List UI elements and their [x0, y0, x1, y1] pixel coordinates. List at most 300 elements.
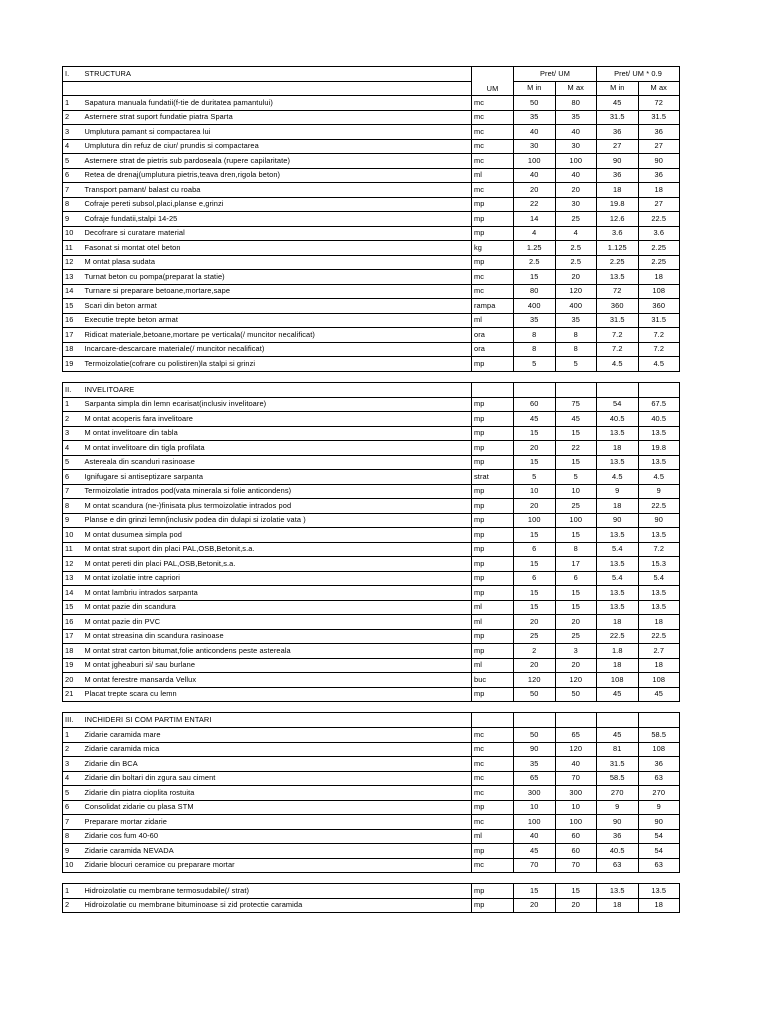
row-description: M ontat strat suport din placi PAL,OSB,Betonit,s.a.	[83, 542, 472, 557]
row-number: 19	[63, 357, 83, 372]
row-number: 16	[63, 615, 83, 630]
row-description: Ridicat materiale,betoane,mortare pe verticala(/ muncitor necalificat)	[83, 328, 472, 343]
row-price-max-09: 27	[638, 139, 680, 154]
row-price-min-09: 9	[597, 800, 639, 815]
row-price-max: 75	[555, 397, 597, 412]
row-description: Fasonat si montat otel beton	[83, 241, 472, 256]
row-price-max: 60	[555, 844, 597, 859]
table-row	[63, 858, 680, 873]
table-row	[63, 898, 680, 913]
row-price-min-09: 1.125	[597, 241, 639, 256]
row-description: Cofraje fundatii,stalpi 14-25	[83, 212, 472, 227]
row-unit: mp	[472, 800, 514, 815]
row-unit: mp	[472, 687, 514, 702]
row-number: 11	[63, 241, 83, 256]
row-description: Ignifugare si antiseptizare sarpanta	[83, 470, 472, 485]
row-description: Executie trepte beton armat	[83, 313, 472, 328]
row-price-max: 25	[555, 499, 597, 514]
section-title: INVELITOARE	[83, 382, 472, 397]
row-price-min: 35	[514, 757, 556, 772]
row-price-max-09: 5.4	[638, 571, 680, 586]
row-price-max: 50	[555, 687, 597, 702]
row-price-max: 35	[555, 110, 597, 125]
price-um-09-header: Pret/ UM * 0.9	[597, 67, 680, 82]
row-number: 12	[63, 557, 83, 572]
row-price-max-09: 40.5	[638, 412, 680, 427]
row-unit: mc	[472, 815, 514, 830]
max-09-header: M ax	[638, 81, 680, 96]
row-description: M ontat invelitoare din tigla profilata	[83, 441, 472, 456]
row-number: 6	[63, 800, 83, 815]
row-price-max: 6	[555, 571, 597, 586]
row-price-max-09: 90	[638, 815, 680, 830]
row-price-max: 45	[555, 412, 597, 427]
row-price-min: 15	[514, 426, 556, 441]
row-description: M ontat acoperis fara invelitoare	[83, 412, 472, 427]
row-price-min-09: 13.5	[597, 600, 639, 615]
row-number: 1	[63, 728, 83, 743]
row-price-max-09: 9	[638, 484, 680, 499]
row-price-min: 5	[514, 357, 556, 372]
row-price-min: 25	[514, 629, 556, 644]
table-row	[63, 484, 680, 499]
table-row	[63, 284, 680, 299]
row-price-max: 15	[555, 455, 597, 470]
section-header-row	[63, 713, 680, 728]
row-price-max-09: 13.5	[638, 600, 680, 615]
row-unit: ml	[472, 313, 514, 328]
row-price-max-09: 7.2	[638, 342, 680, 357]
header-blank	[83, 81, 472, 96]
row-price-min-09: 18	[597, 183, 639, 198]
table-row	[63, 542, 680, 557]
um-header: UM	[472, 67, 514, 96]
row-description: M ontat scandura (ne-)finisata plus termoizolatie intrados pod	[83, 499, 472, 514]
row-description: Sapatura manuala fundatii(f-tie de duritatea pamantului)	[83, 96, 472, 111]
row-unit: mp	[472, 644, 514, 659]
row-unit: mp	[472, 898, 514, 913]
row-description: Incarcare-descarcare materiale(/ muncitor necalificat)	[83, 342, 472, 357]
section-header-blank	[597, 382, 639, 397]
row-unit: mp	[472, 557, 514, 572]
row-number: 18	[63, 342, 83, 357]
row-unit: mp	[472, 499, 514, 514]
row-price-max: 60	[555, 829, 597, 844]
table-row	[63, 800, 680, 815]
row-price-min-09: 22.5	[597, 629, 639, 644]
row-price-min: 100	[514, 815, 556, 830]
row-price-min-09: 72	[597, 284, 639, 299]
row-price-max-09: 54	[638, 844, 680, 859]
row-price-max: 80	[555, 96, 597, 111]
row-price-min: 15	[514, 586, 556, 601]
table-row	[63, 96, 680, 111]
price-um-header: Pret/ UM	[514, 67, 597, 82]
row-description: Sarpanta simpla din lemn ecarisat(inclusiv invelitoare)	[83, 397, 472, 412]
row-description: Decofrare si curatare material	[83, 226, 472, 241]
row-price-min-09: 90	[597, 513, 639, 528]
row-number: 4	[63, 771, 83, 786]
row-price-max: 3	[555, 644, 597, 659]
max-header: M ax	[555, 81, 597, 96]
row-price-min-09: 13.5	[597, 586, 639, 601]
row-number: 4	[63, 441, 83, 456]
row-price-min-09: 18	[597, 441, 639, 456]
row-price-max: 120	[555, 284, 597, 299]
row-unit: mp	[472, 197, 514, 212]
row-price-max: 15	[555, 426, 597, 441]
row-description: M ontat plasa sudata	[83, 255, 472, 270]
row-price-min: 2.5	[514, 255, 556, 270]
row-price-max-09: 22.5	[638, 212, 680, 227]
row-unit: ml	[472, 615, 514, 630]
row-description: Umplutura pamant si compactarea lui	[83, 125, 472, 140]
row-price-min: 65	[514, 771, 556, 786]
table-row	[63, 687, 680, 702]
row-price-max-09: 36	[638, 168, 680, 183]
row-description: M ontat pereti din placi PAL,OSB,Betonit,s.a.	[83, 557, 472, 572]
row-price-min: 60	[514, 397, 556, 412]
row-price-max: 20	[555, 270, 597, 285]
row-price-max-09: 45	[638, 687, 680, 702]
row-price-min-09: 36	[597, 829, 639, 844]
row-price-min-09: 36	[597, 125, 639, 140]
row-price-min-09: 31.5	[597, 757, 639, 772]
row-number: 2	[63, 742, 83, 757]
row-price-max-09: 3.6	[638, 226, 680, 241]
table-row	[63, 183, 680, 198]
row-price-min-09: 18	[597, 499, 639, 514]
row-number: 13	[63, 571, 83, 586]
row-price-max-09: 108	[638, 673, 680, 688]
section-title: INCHIDERI SI COM PARTIM ENTARI	[83, 713, 472, 728]
row-price-max-09: 4.5	[638, 357, 680, 372]
section-header-blank	[555, 382, 597, 397]
table-row	[63, 557, 680, 572]
row-description: Termoizolatie(cofrare cu polistiren)la stalpi si grinzi	[83, 357, 472, 372]
row-price-max: 10	[555, 800, 597, 815]
row-number: 3	[63, 426, 83, 441]
row-unit: mc	[472, 742, 514, 757]
row-price-min-09: 13.5	[597, 528, 639, 543]
row-price-min-09: 18	[597, 615, 639, 630]
row-description: M ontat ferestre mansarda Vellux	[83, 673, 472, 688]
table-row	[63, 629, 680, 644]
row-unit: mp	[472, 542, 514, 557]
row-price-max: 5	[555, 470, 597, 485]
row-price-min-09: 40.5	[597, 412, 639, 427]
row-price-max: 300	[555, 786, 597, 801]
row-price-min-09: 5.4	[597, 571, 639, 586]
table-row	[63, 499, 680, 514]
row-unit: rampa	[472, 299, 514, 314]
row-price-min: 15	[514, 557, 556, 572]
row-price-max: 100	[555, 815, 597, 830]
row-price-max: 40	[555, 168, 597, 183]
row-price-min-09: 45	[597, 728, 639, 743]
row-description: Hidroizolatie cu membrane termosudabile(/ strat)	[83, 884, 472, 899]
row-price-min-09: 27	[597, 139, 639, 154]
row-price-min: 5	[514, 470, 556, 485]
row-unit: mp	[472, 357, 514, 372]
row-price-max: 20	[555, 615, 597, 630]
row-price-min: 10	[514, 800, 556, 815]
table-row	[63, 771, 680, 786]
row-price-min-09: 7.2	[597, 328, 639, 343]
row-number: 8	[63, 829, 83, 844]
row-price-min-09: 18	[597, 898, 639, 913]
row-description: Asternere strat de pietris sub pardoseala (rupere capilaritate)	[83, 154, 472, 169]
row-description: M ontat izolatie intre capriori	[83, 571, 472, 586]
row-unit: mp	[472, 397, 514, 412]
row-price-min: 30	[514, 139, 556, 154]
table-row	[63, 168, 680, 183]
row-unit: mc	[472, 728, 514, 743]
row-unit: buc	[472, 673, 514, 688]
row-description: Termoizolatie intrados pod(vata minerala si folie anticondens)	[83, 484, 472, 499]
gap-cell	[63, 873, 680, 884]
row-description: Zidarie din boltari din zgura sau ciment	[83, 771, 472, 786]
row-price-min: 35	[514, 110, 556, 125]
table-row	[63, 829, 680, 844]
row-price-min-09: 1.8	[597, 644, 639, 659]
row-unit: mc	[472, 96, 514, 111]
row-price-max-09: 18	[638, 658, 680, 673]
table-row	[63, 197, 680, 212]
row-price-min: 15	[514, 270, 556, 285]
section-header-blank	[638, 713, 680, 728]
row-price-min-09: 108	[597, 673, 639, 688]
row-price-max-09: 4.5	[638, 470, 680, 485]
row-price-max: 70	[555, 771, 597, 786]
min-header: M in	[514, 81, 556, 96]
row-price-max: 30	[555, 197, 597, 212]
row-number: 2	[63, 110, 83, 125]
row-price-max: 25	[555, 212, 597, 227]
row-price-min-09: 36	[597, 168, 639, 183]
section-number: III.	[63, 713, 83, 728]
row-price-min-09: 12.6	[597, 212, 639, 227]
row-unit: mc	[472, 110, 514, 125]
min-09-header: M in	[597, 81, 639, 96]
row-price-min: 20	[514, 441, 556, 456]
row-number: 21	[63, 687, 83, 702]
price-sheet	[62, 66, 679, 913]
row-description: Planse e din grinzi lemn(inclusiv podea din dulapi si izolatie vata )	[83, 513, 472, 528]
row-price-min: 35	[514, 313, 556, 328]
table-row	[63, 226, 680, 241]
row-number: 11	[63, 542, 83, 557]
row-price-max-09: 18	[638, 270, 680, 285]
row-unit: mc	[472, 270, 514, 285]
row-price-min: 300	[514, 786, 556, 801]
row-price-min: 45	[514, 844, 556, 859]
row-unit: ml	[472, 600, 514, 615]
row-price-max: 15	[555, 586, 597, 601]
table-row	[63, 528, 680, 543]
row-price-min-09: 63	[597, 858, 639, 873]
row-price-min: 70	[514, 858, 556, 873]
table-row	[63, 212, 680, 227]
row-price-min-09: 45	[597, 687, 639, 702]
row-price-max-09: 13.5	[638, 586, 680, 601]
row-unit: mp	[472, 426, 514, 441]
row-price-max-09: 18	[638, 898, 680, 913]
row-unit: ml	[472, 829, 514, 844]
price-table-body	[63, 67, 680, 913]
row-number: 5	[63, 154, 83, 169]
row-price-min-09: 360	[597, 299, 639, 314]
table-row	[63, 586, 680, 601]
row-unit: mp	[472, 412, 514, 427]
row-price-max-09: 270	[638, 786, 680, 801]
row-unit: mp	[472, 884, 514, 899]
row-price-max-09: 2.25	[638, 241, 680, 256]
row-number: 7	[63, 183, 83, 198]
row-price-min: 20	[514, 898, 556, 913]
row-price-min: 80	[514, 284, 556, 299]
row-price-max-09: 54	[638, 829, 680, 844]
table-row	[63, 615, 680, 630]
section-number: II.	[63, 382, 83, 397]
row-number: 17	[63, 328, 83, 343]
table-row	[63, 313, 680, 328]
row-price-min-09: 270	[597, 786, 639, 801]
row-number: 10	[63, 858, 83, 873]
row-price-min: 6	[514, 542, 556, 557]
row-number: 12	[63, 255, 83, 270]
row-price-max: 4	[555, 226, 597, 241]
row-number: 3	[63, 757, 83, 772]
row-unit: mc	[472, 786, 514, 801]
row-price-min-09: 5.4	[597, 542, 639, 557]
row-price-min: 40	[514, 829, 556, 844]
row-price-max: 8	[555, 328, 597, 343]
row-price-max: 2.5	[555, 255, 597, 270]
section-gap	[63, 702, 680, 713]
row-price-min: 100	[514, 154, 556, 169]
row-description: Zidarie din piatra cioplita rostuita	[83, 786, 472, 801]
row-number: 1	[63, 397, 83, 412]
row-description: M ontat dusumea simpla pod	[83, 528, 472, 543]
row-description: Zidarie caramida NEVADA	[83, 844, 472, 859]
row-price-min-09: 45	[597, 96, 639, 111]
table-row	[63, 786, 680, 801]
row-price-max: 20	[555, 898, 597, 913]
row-price-min-09: 13.5	[597, 557, 639, 572]
row-price-min: 15	[514, 884, 556, 899]
row-price-max-09: 58.5	[638, 728, 680, 743]
row-price-min: 14	[514, 212, 556, 227]
row-price-max: 15	[555, 600, 597, 615]
row-price-max-09: 15.3	[638, 557, 680, 572]
row-unit: ml	[472, 168, 514, 183]
row-number: 8	[63, 499, 83, 514]
row-unit: mc	[472, 139, 514, 154]
row-number: 19	[63, 658, 83, 673]
row-price-max-09: 13.5	[638, 884, 680, 899]
row-description: M ontat jgheaburi si/ sau burlane	[83, 658, 472, 673]
row-description: Retea de drenaj(umplutura pietris,teava dren,rigola beton)	[83, 168, 472, 183]
row-price-max-09: 7.2	[638, 542, 680, 557]
row-price-max-09: 36	[638, 757, 680, 772]
row-price-max-09: 13.5	[638, 528, 680, 543]
row-price-min: 15	[514, 455, 556, 470]
row-price-min-09: 4.5	[597, 357, 639, 372]
table-row	[63, 884, 680, 899]
row-price-min-09: 9	[597, 484, 639, 499]
row-description: Turnat beton cu pompa(preparat la statie)	[83, 270, 472, 285]
row-price-min-09: 90	[597, 154, 639, 169]
row-price-max: 20	[555, 183, 597, 198]
row-price-min-09: 18	[597, 658, 639, 673]
row-number: 1	[63, 884, 83, 899]
row-description: Umplutura din refuz de ciur/ prundis si compactarea	[83, 139, 472, 154]
price-table	[62, 66, 680, 913]
row-number: 14	[63, 284, 83, 299]
section-header-blank	[555, 713, 597, 728]
row-price-min: 20	[514, 183, 556, 198]
row-price-min: 20	[514, 658, 556, 673]
row-price-max-09: 9	[638, 800, 680, 815]
row-description: M ontat pazie din scandura	[83, 600, 472, 615]
row-description: Astereala din scanduri rasinoase	[83, 455, 472, 470]
row-unit: mp	[472, 455, 514, 470]
row-price-max: 15	[555, 528, 597, 543]
header-row-1	[63, 67, 680, 82]
row-price-min-09: 13.5	[597, 884, 639, 899]
row-price-min-09: 19.8	[597, 197, 639, 212]
row-price-max-09: 360	[638, 299, 680, 314]
row-number: 14	[63, 586, 83, 601]
section-header-row	[63, 382, 680, 397]
row-price-min: 15	[514, 528, 556, 543]
row-description: Turnare si preparare betoane,mortare,sape	[83, 284, 472, 299]
table-row	[63, 742, 680, 757]
row-price-min: 120	[514, 673, 556, 688]
row-price-min-09: 13.5	[597, 455, 639, 470]
row-price-max-09: 36	[638, 125, 680, 140]
row-number: 2	[63, 412, 83, 427]
table-row	[63, 757, 680, 772]
row-price-min: 20	[514, 615, 556, 630]
table-row	[63, 299, 680, 314]
row-price-max-09: 67.5	[638, 397, 680, 412]
header-row-2	[63, 81, 680, 96]
row-number: 15	[63, 299, 83, 314]
row-price-max-09: 108	[638, 742, 680, 757]
row-price-max-09: 31.5	[638, 313, 680, 328]
row-price-min: 45	[514, 412, 556, 427]
row-price-min-09: 13.5	[597, 426, 639, 441]
row-price-max-09: 31.5	[638, 110, 680, 125]
row-number: 2	[63, 898, 83, 913]
row-description: M ontat invelitoare din tabla	[83, 426, 472, 441]
row-unit: mc	[472, 183, 514, 198]
row-price-max: 100	[555, 513, 597, 528]
row-number: 9	[63, 844, 83, 859]
row-number: 7	[63, 815, 83, 830]
row-price-min-09: 3.6	[597, 226, 639, 241]
row-price-max-09: 18	[638, 615, 680, 630]
section-number: I.	[63, 67, 83, 82]
row-price-max-09: 13.5	[638, 455, 680, 470]
row-number: 20	[63, 673, 83, 688]
row-price-min: 8	[514, 342, 556, 357]
row-number: 1	[63, 96, 83, 111]
row-unit: mp	[472, 844, 514, 859]
table-row	[63, 644, 680, 659]
